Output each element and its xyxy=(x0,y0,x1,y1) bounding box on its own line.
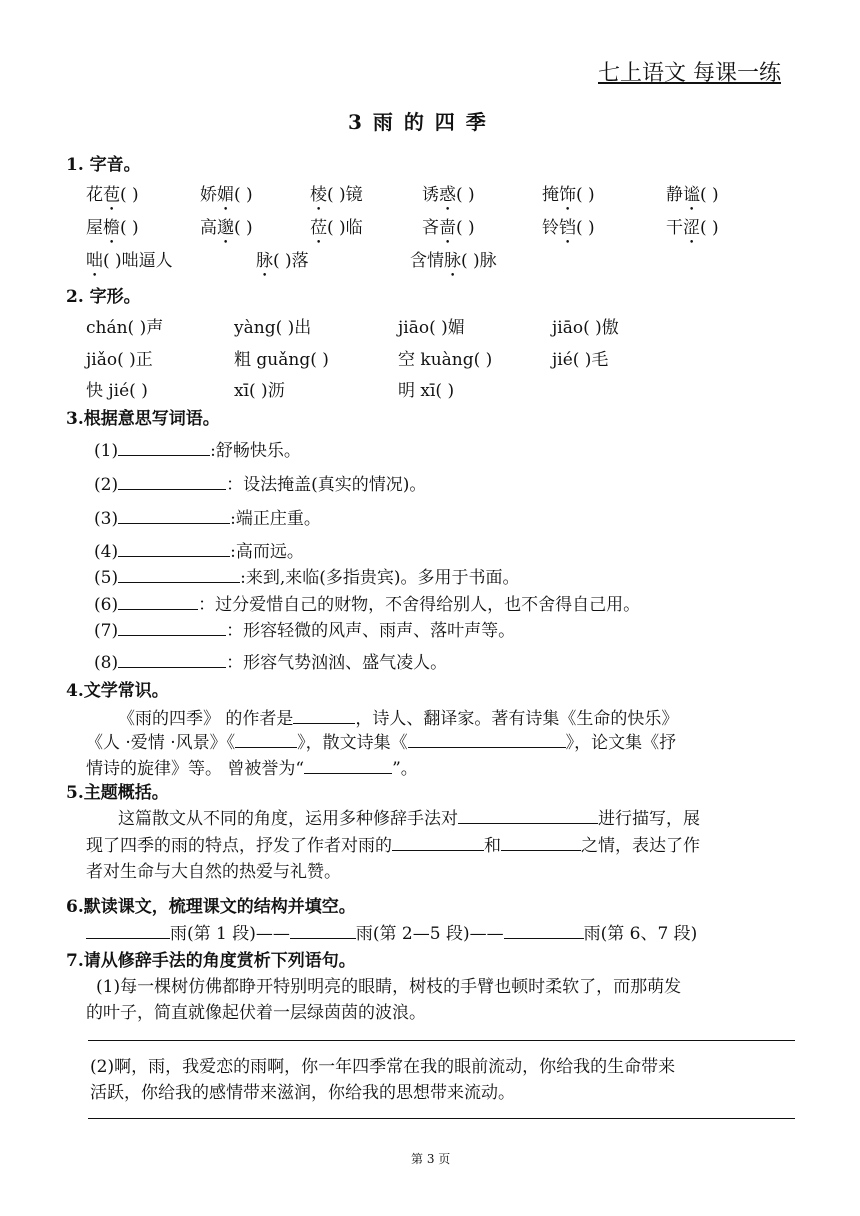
q1-item: 娇媚( ) xyxy=(200,185,253,205)
q3-item-6: (6) ：过分爱惜自己的财物，不舍得给别人，也不舍得自己用。 xyxy=(94,590,640,615)
q2-item: jiǎo( )正 xyxy=(86,350,153,370)
q3-item-2: (2) ：设法掩盖(真实的情况)。 xyxy=(94,470,426,495)
page-number: 第 3 页 xyxy=(411,1152,451,1166)
q3-item-8: (8) ：形容气势汹汹、盛气凌人。 xyxy=(94,648,447,673)
q1-item: 静谧( ) xyxy=(666,185,719,205)
answer-blank[interactable] xyxy=(235,730,297,748)
q2-item: 快 jié( ) xyxy=(86,381,148,401)
q2-item: xī( )沥 xyxy=(234,381,285,401)
q3-item-4: (4) :高而远。 xyxy=(94,537,304,562)
q1-item: 莅( )临 xyxy=(310,218,363,238)
answer-blank[interactable] xyxy=(118,592,198,610)
answer-blank[interactable] xyxy=(392,833,484,851)
page-title: 3 雨 的 四 季 xyxy=(348,110,488,134)
q4-heading: 4.文学常识。 xyxy=(66,681,169,701)
q2-item: yàng( )出 xyxy=(234,318,312,338)
answer-blank[interactable] xyxy=(118,438,210,456)
answer-blank[interactable] xyxy=(408,730,566,748)
q4-line-1: 《雨的四季》 的作者是 ，诗人、翻译家。著有诗集《生命的快乐》 xyxy=(118,704,678,729)
answer-blank[interactable] xyxy=(118,565,240,583)
q3-item-3: (3) :端正庄重。 xyxy=(94,504,321,529)
q4-line-3: 情诗的旋律》等。 曾被誉为“ ”。 xyxy=(86,754,418,779)
q7-sentence-2a: (2)啊，雨，我爱恋的雨啊，你一年四季常在我的眼前流动，你给我的生命带来 xyxy=(90,1057,676,1077)
q2-item: jiāo( )傲 xyxy=(552,318,619,338)
answer-blank[interactable] xyxy=(293,706,355,724)
answer-blank[interactable] xyxy=(118,650,226,668)
answer-blank[interactable] xyxy=(118,539,230,557)
q1-item: 高邈( ) xyxy=(200,218,253,238)
q7-sentence-2b: 活跃，你给我的感情带来滋润，你给我的思想带来流动。 xyxy=(90,1083,515,1103)
answer-blank[interactable] xyxy=(304,756,392,774)
q6-heading: 6.默读课文，梳理课文的结构并填空。 xyxy=(66,897,356,917)
q1-item: 诱惑( ) xyxy=(422,185,475,205)
q2-heading: 2. 字形。 xyxy=(66,287,141,307)
q3-item-1: (1) :舒畅快乐。 xyxy=(94,436,301,461)
q1-item: 干涩( ) xyxy=(666,218,719,238)
q2-item: jié( )毛 xyxy=(552,350,609,370)
q2-item: jiāo( )媚 xyxy=(398,318,465,338)
q2-item: 空 kuàng( ) xyxy=(398,350,493,370)
q2-item: chán( )声 xyxy=(86,318,164,338)
q7-sentence-1a: (1)每一棵树仿佛都睁开特别明亮的眼睛，树枝的手臂也顿时柔软了，而那萌发 xyxy=(96,977,682,997)
q2-item: 明 xī( ) xyxy=(398,381,455,401)
answer-blank[interactable] xyxy=(458,806,598,824)
answer-blank[interactable] xyxy=(86,921,170,939)
answer-line[interactable] xyxy=(88,1040,795,1041)
q5-line-1: 这篇散文从不同的角度，运用多种修辞手法对 进行描写，展 xyxy=(118,804,700,829)
answer-line[interactable] xyxy=(88,1118,795,1119)
q5-line-2: 现了四季的雨的特点，抒发了作者对雨的 和 之情，表达了作 xyxy=(86,831,700,856)
q1-item: 棱( )镜 xyxy=(310,185,363,205)
q5-heading: 5.主题概括。 xyxy=(66,783,169,803)
header-brand: 七上语文 每课一练 xyxy=(598,61,781,86)
answer-blank[interactable] xyxy=(118,618,226,636)
q7-sentence-1b: 的叶子，简直就像起伏着一层绿茵茵的波浪。 xyxy=(86,1003,426,1023)
q1-heading: 1. 字音。 xyxy=(66,155,141,175)
q1-item: 含情脉( )脉 xyxy=(410,251,497,271)
q1-item: 咄( )咄逼人 xyxy=(86,251,173,271)
q3-item-5: (5) :来到,来临(多指贵宾)。多用于书面。 xyxy=(94,563,520,588)
q3-heading: 3.根据意思写词语。 xyxy=(66,409,220,429)
q1-item: 脉( )落 xyxy=(256,251,309,271)
q1-item: 铃铛( ) xyxy=(542,218,595,238)
q7-heading: 7.请从修辞手法的角度赏析下列语句。 xyxy=(66,951,356,971)
q4-line-2: 《人 ·爱情 ·风景》《 》，散文诗集《 》，论文集《抒 xyxy=(86,728,676,753)
q2-item: 粗 guǎng( ) xyxy=(234,350,329,370)
answer-blank[interactable] xyxy=(118,506,230,524)
answer-blank[interactable] xyxy=(501,833,581,851)
q1-item: 吝啬( ) xyxy=(422,218,475,238)
q6-structure: 雨(第 1 段)—— 雨(第 2—5 段)—— 雨(第 6、7 段) xyxy=(86,919,697,944)
answer-blank[interactable] xyxy=(504,921,584,939)
q1-item: 花苞( ) xyxy=(86,185,139,205)
answer-blank[interactable] xyxy=(118,472,226,490)
q3-item-7: (7) ：形容轻微的风声、雨声、落叶声等。 xyxy=(94,616,515,641)
q1-item: 掩饰( ) xyxy=(542,185,595,205)
answer-blank[interactable] xyxy=(290,921,356,939)
q5-line-3: 者对生命与大自然的热爱与礼赞。 xyxy=(86,862,341,882)
q1-item: 屋檐( ) xyxy=(86,218,139,238)
